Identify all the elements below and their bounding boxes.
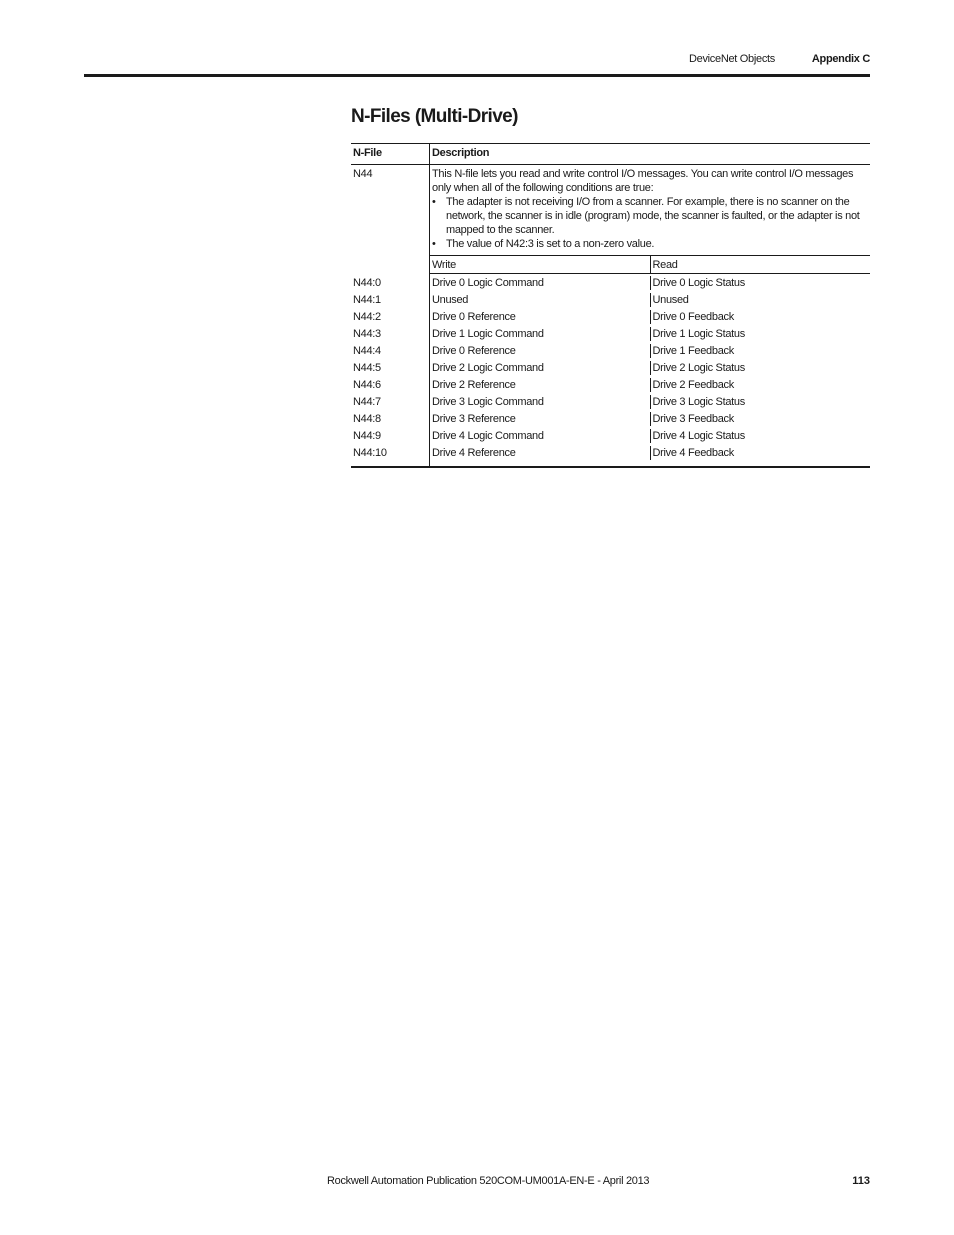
page-number: 113	[852, 1175, 870, 1187]
write-cell: Drive 3 Logic Command	[430, 395, 651, 409]
header-section-title: DeviceNet Objects	[689, 53, 775, 65]
n-file-cell: N44:8	[351, 412, 430, 429]
n-file-cell: N44	[351, 165, 430, 255]
row-values	[430, 361, 870, 378]
read-cell: Drive 4 Logic Status	[652, 430, 745, 442]
row-values	[430, 274, 870, 293]
write-cell: Drive 4 Reference	[430, 446, 651, 460]
row-values	[430, 395, 870, 412]
subheader-write: Write	[430, 256, 651, 273]
description-cell	[430, 165, 870, 255]
table-header-row	[351, 144, 870, 165]
n-file-cell: N44:2	[351, 310, 430, 327]
read-cell: Drive 0 Logic Status	[652, 277, 745, 289]
bullet-text: The adapter is not receiving I/O from a scanner. For example, there is no scanner on the network, the scanner is in idle (program) mode, the scanner is faulted, or the adapter is not mapped to the scanner.	[446, 196, 860, 236]
subtable-header-row	[351, 255, 870, 274]
header-appendix-label: Appendix C	[811, 53, 870, 65]
table-rows	[351, 274, 870, 466]
column-header-description: Description	[432, 147, 490, 159]
table-row	[351, 378, 870, 395]
row-values	[430, 293, 870, 310]
n-file-cell: N44:10	[351, 446, 430, 466]
table-row	[351, 344, 870, 361]
read-cell: Drive 1 Feedback	[652, 345, 734, 357]
write-cell: Drive 4 Logic Command	[430, 429, 651, 443]
row-values	[430, 429, 870, 446]
write-cell: Drive 0 Reference	[430, 344, 651, 358]
page-title: N-Files (Multi-Drive)	[351, 106, 518, 127]
footer-publication: Rockwell Automation Publication 520COM-UM001A-EN-E - April 2013	[327, 1175, 650, 1187]
read-cell: Drive 1 Logic Status	[652, 328, 745, 340]
table-row	[351, 429, 870, 446]
table-row	[351, 327, 870, 344]
n-file-cell: N44:7	[351, 395, 430, 412]
write-cell: Unused	[430, 293, 651, 307]
n-file-cell: N44:6	[351, 378, 430, 395]
table-row-n44	[351, 165, 870, 255]
row-values	[430, 327, 870, 344]
write-cell: Drive 2 Logic Command	[430, 361, 651, 375]
row-values	[430, 378, 870, 395]
write-cell: Drive 2 Reference	[430, 378, 651, 392]
read-cell: Drive 2 Logic Status	[652, 362, 745, 374]
write-cell: Drive 0 Logic Command	[430, 276, 651, 290]
read-cell: Drive 3 Logic Status	[652, 396, 745, 408]
table-row	[351, 395, 870, 412]
table-row	[351, 274, 870, 293]
table-row	[351, 293, 870, 310]
table-row	[351, 310, 870, 327]
row-values	[430, 310, 870, 327]
bullet-text: The value of N42:3 is set to a non-zero value.	[446, 238, 655, 250]
table-row	[351, 361, 870, 378]
read-cell: Drive 0 Feedback	[652, 311, 734, 323]
subtable-header	[430, 255, 870, 274]
row-values	[430, 446, 870, 466]
write-cell: Drive 1 Logic Command	[430, 327, 651, 341]
n-file-cell: N44:5	[351, 361, 430, 378]
read-cell: Drive 3 Feedback	[652, 413, 734, 425]
n-file-cell: N44:1	[351, 293, 430, 310]
subtable-header-cell	[430, 255, 870, 274]
row-values	[430, 344, 870, 361]
write-cell: Drive 3 Reference	[430, 412, 651, 426]
table-row	[351, 446, 870, 466]
n-file-cell: N44:9	[351, 429, 430, 446]
header-rule	[84, 74, 870, 77]
table-row	[351, 412, 870, 429]
n-files-table	[351, 143, 870, 468]
subheader-read: Read	[652, 259, 678, 271]
n-file-cell: N44:0	[351, 274, 430, 293]
column-header-n-file: N-File	[351, 144, 430, 164]
bullet-item	[432, 237, 866, 251]
write-cell: Drive 0 Reference	[430, 310, 651, 324]
table-bottom-rule	[351, 466, 870, 468]
bullet-icon: •	[432, 238, 436, 250]
row-values	[430, 412, 870, 429]
empty-cell	[351, 255, 430, 274]
n-file-cell: N44:3	[351, 327, 430, 344]
read-cell: Drive 2 Feedback	[652, 379, 734, 391]
bullet-icon: •	[432, 196, 436, 208]
n-file-cell: N44:4	[351, 344, 430, 361]
bullet-item	[432, 195, 866, 237]
read-cell: Unused	[652, 294, 689, 306]
read-cell: Drive 4 Feedback	[652, 447, 734, 459]
description-text: This N-file lets you read and write control I/O messages. You can write control I/O messages only when all of the following conditions are true:	[432, 168, 854, 194]
